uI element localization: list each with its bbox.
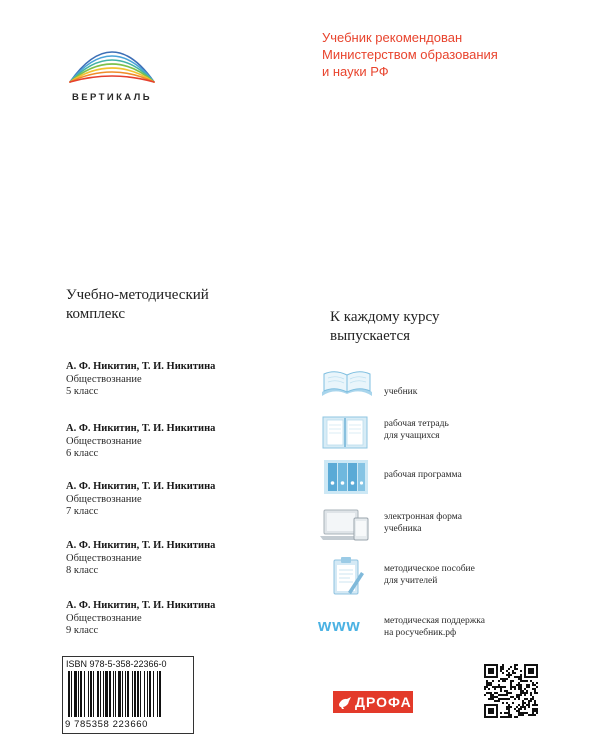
product-label [384, 469, 462, 481]
complex-title-line: комплекс [66, 306, 125, 322]
product-label-line: рабочая тетрадь [384, 419, 449, 429]
product-program [318, 458, 568, 498]
product-label-line: на росучебник.рф [384, 628, 457, 638]
book-entry [66, 361, 296, 399]
book-subject: Обществознание [66, 373, 142, 385]
product-label-line: для учащихся [384, 431, 440, 441]
product-label [384, 418, 449, 442]
logo-text: ВЕРТИКАЛЬ [72, 92, 152, 103]
product-label-line: рабочая программа [384, 470, 462, 480]
book-entry [66, 481, 296, 519]
book-subject: Обществознание [66, 435, 142, 447]
clipboard-icon [318, 556, 376, 596]
www-icon [318, 612, 376, 652]
devices-icon [318, 506, 376, 546]
recommendation-line: Министерством образования [322, 47, 498, 62]
barcode-number: 9 785358 223660 [65, 719, 148, 730]
book-grade: 8 класс [66, 565, 99, 576]
product-label-line: электронная форма [384, 512, 462, 522]
product-label-line: для учителей [384, 576, 438, 586]
complex-title [66, 286, 209, 324]
book-subject: Обществознание [66, 612, 142, 624]
product-label [384, 511, 462, 535]
course-heading-line: выпускается [330, 328, 411, 344]
www-icon-text: www [318, 616, 361, 635]
complex-title-line: Учебно-методический [66, 287, 209, 303]
book-authors: А. Ф. Никитин, Т. И. Никитина [66, 600, 216, 611]
product-e-textbook [318, 506, 568, 546]
workbook-icon [318, 414, 376, 454]
book-entry [66, 423, 296, 461]
recommendation-line: Учебник рекомендован [322, 30, 463, 45]
product-workbook [318, 414, 568, 454]
product-label [384, 615, 485, 639]
drofa-logo [333, 691, 413, 713]
open-book-icon [318, 366, 376, 406]
publisher-name: ДРОФА [355, 694, 412, 710]
product-label-line: методическое пособие [384, 564, 475, 574]
recommendation-line: и науки РФ [322, 64, 389, 79]
course-heading-line: К каждому курсу [330, 309, 440, 325]
binders-icon [318, 458, 376, 498]
book-subject: Обществознание [66, 552, 142, 564]
book-entry [66, 540, 296, 578]
bird-icon [337, 695, 353, 709]
book-entry [66, 600, 296, 638]
product-label-line: учебника [384, 524, 422, 534]
book-grade: 9 класс [66, 625, 99, 636]
ministry-recommendation [322, 29, 562, 80]
isbn-text: ISBN 978-5-358-22366-0 [66, 659, 167, 669]
barcode-bars [66, 671, 190, 719]
book-authors: А. Ф. Никитин, Т. И. Никитина [66, 423, 216, 434]
book-authors: А. Ф. Никитин, Т. И. Никитина [66, 481, 216, 492]
book-grade: 7 класс [66, 506, 99, 517]
isbn-barcode [62, 656, 194, 734]
rainbow-arcs-icon [62, 26, 162, 88]
product-label-line: методическая поддержка [384, 616, 485, 626]
book-authors: А. Ф. Никитин, Т. И. Никитина [66, 361, 216, 372]
vertikal-logo [62, 26, 162, 122]
product-online-support [318, 612, 568, 652]
book-authors: А. Ф. Никитин, Т. И. Никитина [66, 540, 216, 551]
product-textbook [318, 366, 568, 406]
qr-code [484, 664, 538, 718]
product-teacher-guide [318, 556, 568, 596]
book-subject: Обществознание [66, 493, 142, 505]
book-grade: 6 класс [66, 448, 99, 459]
product-label-line: учебник [384, 387, 418, 397]
course-heading [330, 308, 439, 346]
product-label [384, 386, 417, 398]
book-grade: 5 класс [66, 386, 99, 397]
product-label [384, 563, 475, 587]
